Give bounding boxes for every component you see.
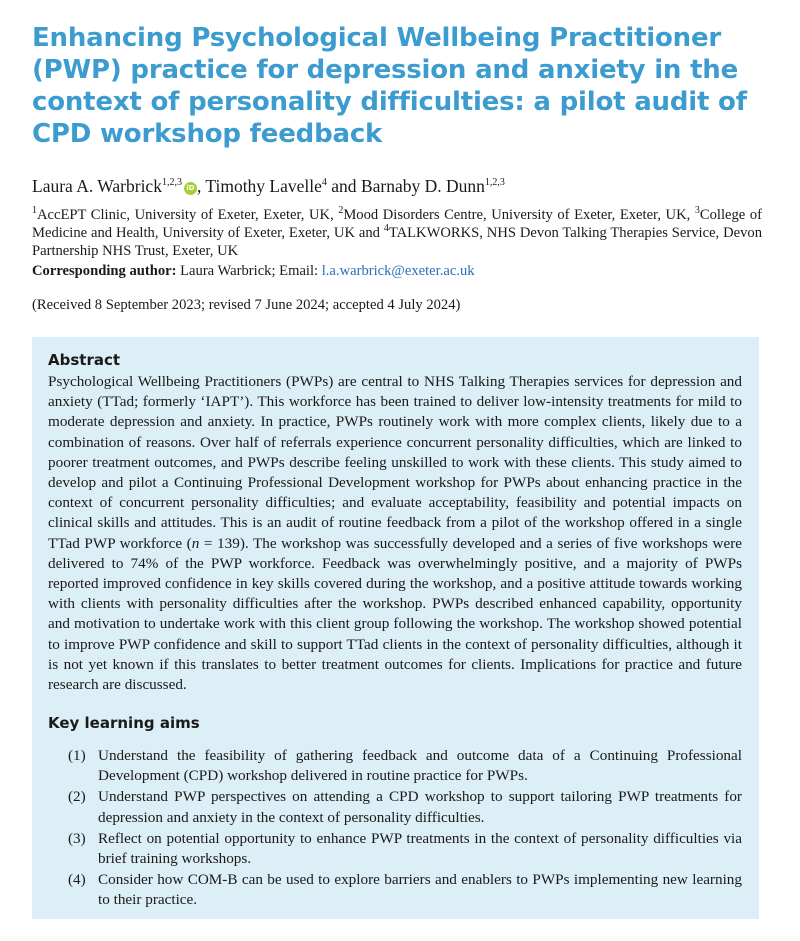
abstract-text-part: Psychological Wellbeing Practitioners (PWPs) are central to NHS Talking Therapies services for depression and anxiety (TTad; formerly ‘IAPT’). This workforce has been trained to deliver low-intensity treatments for mild to moderate depression and anxiety. In practice, PWPs routinely work with more complex clients, likely due to a combination of reasons. Over half of referrals experience concurrent personality difficulties, which are linked to poorer treatment outcomes, and PWPs describe feeling unskilled to work with these clients. This study aimed to develop and pilot a Continuing Professional Development workshop for PWPs about enhancing practice in the context of concurrent personality difficulties; and evaluate acceptability, feasibility and potential impacts on clinical skills and attitudes. This is an audit of routine feedback from a pilot of the workshop offered in a single TTad PWP workforce ( xyxy=(48,373,742,552)
list-item-number: (4) xyxy=(68,871,86,889)
corresponding-name: Laura Warbrick; Email: xyxy=(176,263,322,279)
sample-size-variable: n xyxy=(191,534,200,552)
sample-size-value: = 139 xyxy=(199,534,240,552)
email-link[interactable]: l.a.warbrick@exeter.ac.uk xyxy=(321,263,475,279)
article-title: Enhancing Psychological Wellbeing Practitioner (PWP) practice for depression and anxiety in the context of personality difficulties: a pilot audit of CPD workshop feedback xyxy=(32,23,747,149)
list-item xyxy=(68,829,742,869)
affiliation-sup: 3 xyxy=(694,205,700,217)
corresponding-label: Corresponding author: xyxy=(32,263,177,279)
author-name: Laura A. Warbrick xyxy=(32,176,162,196)
orcid-icon[interactable]: iD xyxy=(184,182,197,195)
received-dates: (Received 8 September 2023; revised 7 June 2024; accepted 4 July 2024) xyxy=(32,297,461,313)
affiliation-text: AccEPT Clinic, University of Exeter, Exeter, UK, xyxy=(37,207,339,223)
author-affiliation-sup: 4 xyxy=(321,177,327,189)
affiliation-text: College of Medicine and Health, University of Exeter, Exeter, UK and xyxy=(32,207,762,241)
author-list xyxy=(32,174,505,198)
author-separator: and xyxy=(326,176,361,196)
key-learning-heading: Key learning aims xyxy=(48,714,200,732)
list-item-text: Consider how COM-B can be used to explore barriers and enablers to PWPs implementing new learning to their practice. xyxy=(98,871,742,909)
affiliation-sup: 4 xyxy=(383,223,389,235)
affiliation-sup: 2 xyxy=(338,205,344,217)
list-item-text: Understand the feasibility of gathering feedback and outcome data of a Continuing Professional Development (CPD) workshop delivered in routine practice for PWPs. xyxy=(98,747,742,785)
affiliation-text: Mood Disorders Centre, University of Exeter, Exeter, UK, xyxy=(343,207,695,223)
author-name: Timothy Lavelle xyxy=(205,176,322,196)
list-item xyxy=(68,787,742,827)
key-learning-list xyxy=(68,746,742,912)
affiliations xyxy=(32,206,762,260)
author-affiliation-sup: 1,2,3 xyxy=(161,177,182,189)
affiliation-text: TALKWORKS, NHS Devon Talking Therapies Service, Devon Partnership NHS Trust, Exeter, UK xyxy=(32,225,762,259)
list-item-number: (1) xyxy=(68,747,86,764)
list-item-number: (3) xyxy=(68,829,86,847)
list-item xyxy=(68,870,742,910)
abstract-heading: Abstract xyxy=(48,351,121,369)
affiliation-sup: 1 xyxy=(32,205,37,217)
list-item xyxy=(68,746,742,786)
abstract-text-part: ). The workshop was successfully developed and a series of five workshops were delivered to 74% of the PWP workforce. Feedback was overwhelmingly positive, and a majority of PWPs reported improved confidence in key skills covered during the workshop, and a positive attitude towards working with clients with personality difficulties after the workshop. PWPs described enhanced capability, opportunity and motivation to undertake work with this client group following the workshop. The workshop showed potential to improve PWP confidence and skill to support TTad clients in the context of personality difficulties, although it is not yet known if this translates to better treatment outcomes for clients. Implications for practice and future research are discussed. xyxy=(48,534,742,694)
author-separator: , xyxy=(196,176,206,196)
abstract-text xyxy=(48,372,742,695)
author-name: Barnaby D. Dunn xyxy=(360,176,485,196)
author-affiliation-sup: 1,2,3 xyxy=(484,177,505,189)
list-item-text: Understand PWP perspectives on attending a CPD workshop to support tailoring PWP treatments for depression and anxiety in the context of personality difficulties. xyxy=(98,788,742,826)
list-item-text: Reflect on potential opportunity to enhance PWP treatments in the context of personality difficulties via brief training workshops. xyxy=(98,829,742,868)
corresponding-author xyxy=(32,262,475,280)
list-item-number: (2) xyxy=(68,788,86,806)
